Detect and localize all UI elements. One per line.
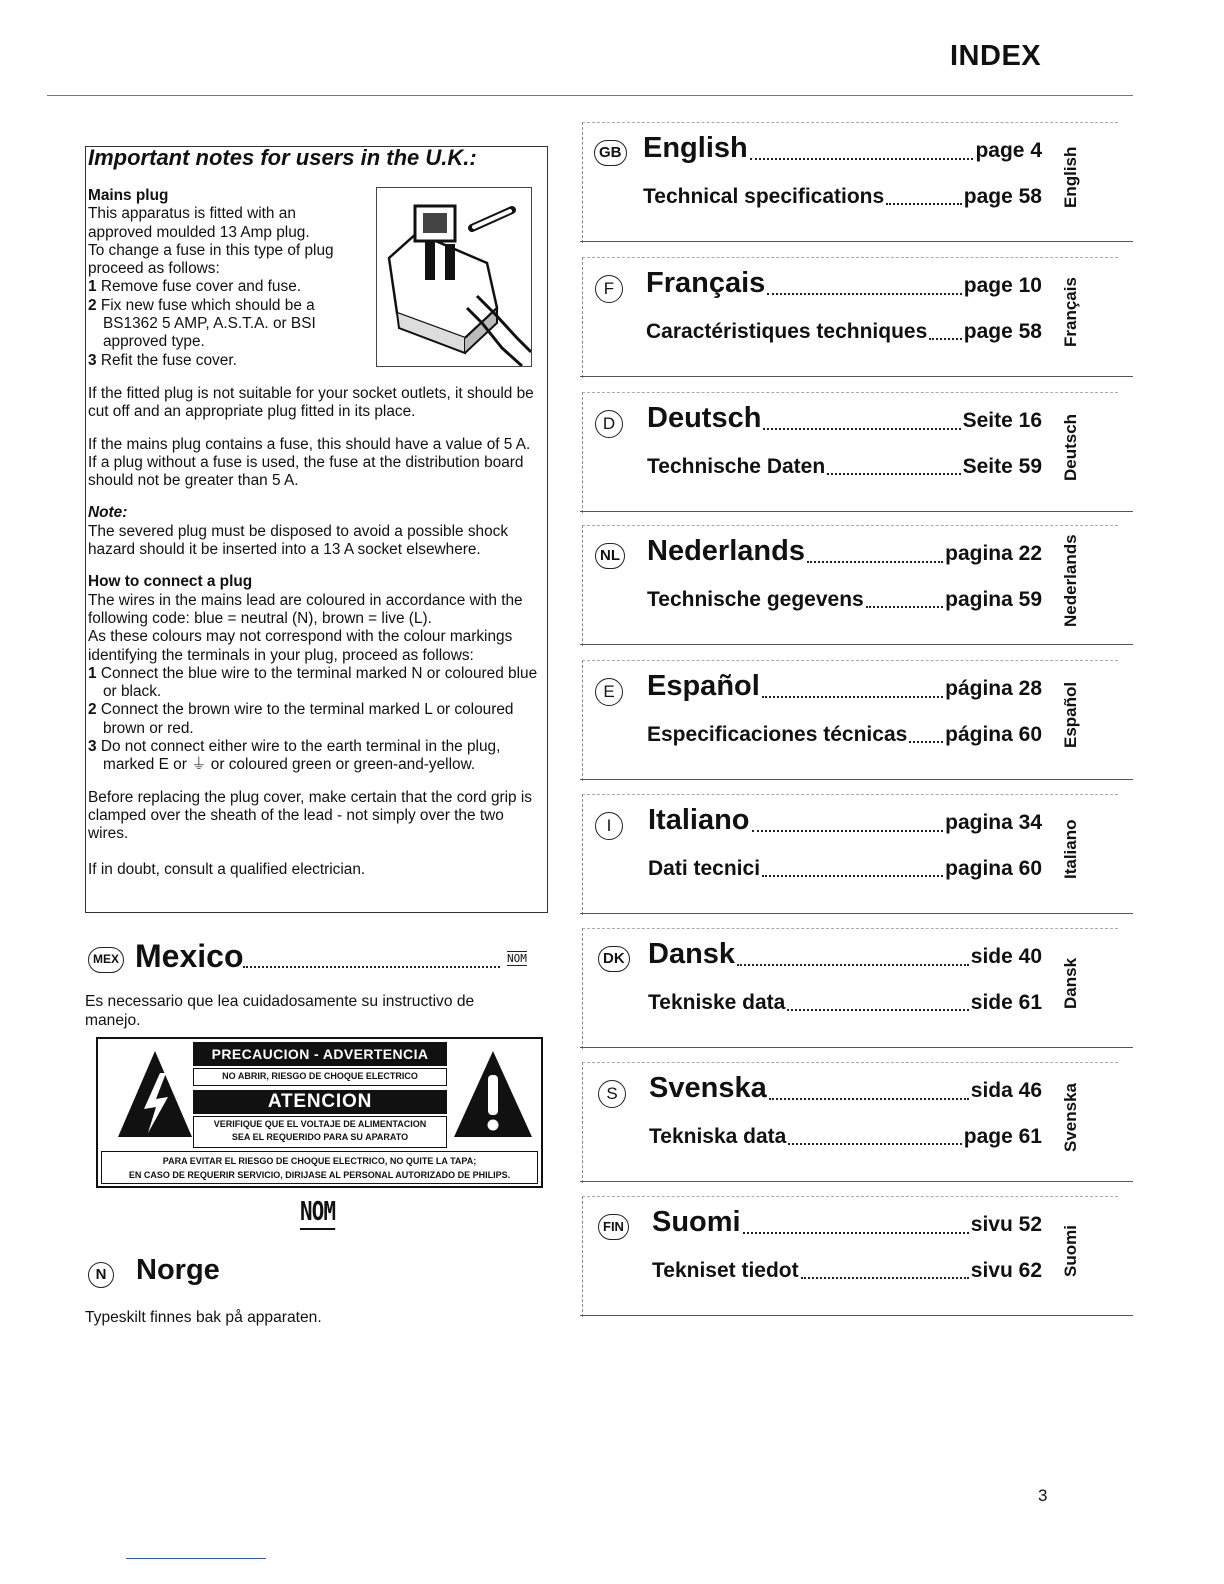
header-rule (47, 95, 1133, 96)
row-divider (580, 1181, 1133, 1182)
fuse-step: 2 Fix new fuse which should be a BS1362 5 AMP, A.S.T.A. or BSI approved type. (88, 296, 316, 351)
language-page: Seite 16 (962, 409, 1042, 432)
language-page: page 10 (963, 274, 1042, 297)
spec-page: side 61 (970, 991, 1042, 1014)
spec-label[interactable]: Caractéristiques techniques (646, 320, 928, 343)
fuse-step: 1 Remove fuse cover and fuse. (88, 278, 302, 296)
language-name[interactable]: Suomi (652, 1206, 741, 1238)
connect-text: The wires in the mains lead are coloured in accordance with the following code: blue = neutral (N), brown = live (L). (88, 591, 523, 627)
spec-label[interactable]: Tekniska data (649, 1125, 787, 1148)
page-title: INDEX (950, 40, 1042, 72)
language-code-badge: DK (598, 946, 630, 972)
row-divider (580, 1315, 1133, 1316)
mexico-title: Mexico (135, 938, 244, 974)
language-name[interactable]: Dansk (648, 938, 736, 970)
mains-line: To change a fuse in this type of plug (88, 241, 334, 259)
leader-dots (788, 1143, 962, 1145)
para-fitted-plug: If the fitted plug is not suitable for your socket outlets, it should be cut off and an appropriate plug fitted in its place. (88, 385, 534, 421)
side-tab-label: Nederlands (1061, 533, 1080, 627)
leader-dots (763, 428, 961, 430)
language-row (580, 1062, 1133, 1182)
spec-page: page 61 (963, 1125, 1042, 1148)
connect-step: 1 Connect the blue wire to the terminal marked N or coloured blue or black. (88, 664, 538, 701)
connect-heading: How to connect a plug (88, 573, 253, 591)
footer-line (126, 1558, 266, 1559)
language-name[interactable]: Español (647, 670, 760, 702)
language-page: página 28 (945, 677, 1042, 700)
language-name[interactable]: Français (646, 267, 766, 299)
spec-page: sivu 62 (970, 1259, 1042, 1282)
nom-logo-small: NOM (507, 952, 527, 965)
row-divider (580, 1047, 1133, 1048)
uk-body (88, 385, 543, 879)
spec-page: página 60 (945, 723, 1042, 746)
fuse-step: 3 Refit the fuse cover. (88, 351, 237, 369)
leader-dots (737, 964, 969, 966)
mexico-leader-dots (243, 966, 500, 968)
uk-notes-title: Important notes for users in the U.K.: (88, 145, 477, 170)
mexico-description: Es necessario que lea cuidadosamente su instructivo de manejo. (85, 993, 475, 1029)
row-divider (580, 511, 1133, 512)
leader-dots (909, 741, 943, 743)
language-page: side 40 (970, 945, 1042, 968)
side-tab-label: Dansk (1061, 957, 1080, 1009)
language-name[interactable]: Svenska (649, 1072, 767, 1104)
leader-dots (762, 875, 943, 877)
exclamation-warning-icon (452, 1049, 534, 1141)
connect-text-2: As these colours may not correspond with the colour markings identifying the terminals in your plug, proceed as follows: (88, 628, 513, 664)
language-code-badge: S (598, 1080, 626, 1108)
spec-page: pagina 59 (945, 588, 1042, 611)
side-tab-label: Italiano (1061, 819, 1080, 879)
leader-dots (743, 1232, 969, 1234)
leader-dots (827, 473, 961, 475)
side-tab-label: Français (1061, 277, 1080, 347)
language-code-badge: E (595, 678, 623, 706)
row-divider (580, 376, 1133, 377)
norge-description: Typeskilt finnes bak på apparaten. (85, 1309, 322, 1326)
side-tab-label: English (1061, 146, 1080, 208)
connect-step: 3 Do not connect either wire to the earth terminal in the plug, marked E or ⏚ or coloured green or green-and-yellow. (88, 738, 501, 774)
language-code-badge: FIN (598, 1214, 629, 1240)
para-cord-grip: Before replacing the plug cover, make certain that the cord grip is clamped over the sheath of the lead - not simply over the two wires. (88, 788, 533, 843)
leader-dots (866, 606, 943, 608)
leader-dots (750, 158, 973, 160)
spec-page: pagina 60 (945, 857, 1042, 880)
language-row (580, 122, 1133, 242)
para-electrician: If in doubt, consult a qualified electrician. (88, 860, 366, 878)
warning-footer: PARA EVITAR EL RIESGO DE CHOQUE ELECTRICO, NO QUITE LA TAPA; EN CASO DE REQUERIR SERVICIO, DIRIJASE AL PERSONAL AUTORIZADO DE PHILIPS. (101, 1151, 538, 1184)
language-page: pagina 22 (945, 542, 1042, 565)
atencion-label: ATENCION (193, 1090, 447, 1114)
leader-dots (787, 1009, 969, 1011)
mains-line: proceed as follows: (88, 260, 220, 278)
mains-line: approved moulded 13 Amp plug. (88, 223, 310, 241)
spec-label[interactable]: Especificaciones técnicas (647, 723, 908, 746)
language-row (580, 525, 1133, 645)
language-row (580, 794, 1133, 914)
mains-plug-heading: Mains plug (88, 187, 169, 204)
note-heading: Note: (88, 504, 128, 522)
language-code-badge: D (595, 410, 623, 438)
spec-page: page 58 (963, 320, 1042, 343)
language-name[interactable]: Deutsch (647, 402, 762, 434)
language-page: sida 46 (970, 1079, 1042, 1102)
leader-dots (801, 1277, 969, 1279)
side-tab-label: Español (1061, 681, 1080, 748)
nom-logo: NOM (300, 1196, 335, 1230)
page-number: 3 (1038, 1486, 1048, 1505)
spec-label[interactable]: Tekniset tiedot (652, 1259, 799, 1282)
spec-page: Seite 59 (962, 455, 1042, 478)
language-name[interactable]: English (643, 132, 748, 164)
spec-label[interactable]: Dati tecnici (648, 857, 761, 880)
plug-illustration (376, 187, 532, 367)
leader-dots (807, 561, 943, 563)
language-row (580, 660, 1133, 780)
norge-title: Norge (136, 1254, 220, 1286)
mains-line: This apparatus is fitted with an (88, 205, 296, 223)
row-divider (580, 913, 1133, 914)
row-divider (580, 644, 1133, 645)
language-row (580, 928, 1133, 1048)
language-name[interactable]: Italiano (648, 804, 750, 836)
row-divider (580, 779, 1133, 780)
norge-badge: N (88, 1262, 114, 1288)
row-divider (580, 241, 1133, 242)
language-code-badge: GB (594, 140, 627, 166)
side-tab-label: Svenska (1061, 1082, 1080, 1152)
lightning-warning-icon (116, 1049, 194, 1141)
note-text: The severed plug must be disposed to avoid a possible shock hazard should it be inserted into a 13 A socket elsewhere. (88, 522, 509, 559)
verifique-label: VERIFIQUE QUE EL VOLTAJE DE ALIMENTACION SEA EL REQUERIDO PARA SU APARATO (193, 1116, 447, 1148)
precaucion-label: PRECAUCION - ADVERTENCIA (193, 1042, 447, 1066)
language-row (580, 1196, 1133, 1316)
language-code-badge: F (595, 275, 623, 303)
leader-dots (886, 203, 962, 205)
leader-dots (767, 293, 962, 295)
side-tab-label: Suomi (1061, 1225, 1080, 1277)
spec-label[interactable]: Tekniske data (648, 991, 786, 1014)
language-row (580, 392, 1133, 512)
leader-dots (752, 830, 943, 832)
spec-label[interactable]: Technical specifications (643, 185, 885, 208)
spec-label[interactable]: Technische gegevens (647, 588, 864, 611)
language-name[interactable]: Nederlands (647, 535, 805, 567)
uk-plug-icon (377, 188, 531, 366)
mains-plug-section (88, 187, 373, 370)
leader-dots (929, 338, 962, 340)
mex-badge: MEX (88, 947, 124, 973)
leader-dots (769, 1098, 969, 1100)
language-code-badge: NL (595, 543, 625, 569)
no-abrir-label: NO ABRIR, RIESGO DE CHOQUE ELECTRICO (193, 1068, 447, 1086)
spec-page: page 58 (963, 185, 1042, 208)
connect-step: 2 Connect the brown wire to the terminal marked L or coloured brown or red. (88, 701, 514, 737)
spec-label[interactable]: Technische Daten (647, 455, 826, 478)
language-page: pagina 34 (945, 811, 1042, 834)
language-page: page 4 (975, 139, 1042, 162)
language-row (580, 257, 1133, 377)
language-code-badge: I (595, 812, 623, 840)
para-fuse-value: If the mains plug contains a fuse, this should have a value of 5 A. If a plug without a fuse is used, the fuse at the distribution board should not be greater than 5 A. (88, 435, 531, 490)
language-page: sivu 52 (970, 1213, 1042, 1236)
side-tab-label: Deutsch (1061, 413, 1080, 481)
leader-dots (762, 696, 943, 698)
